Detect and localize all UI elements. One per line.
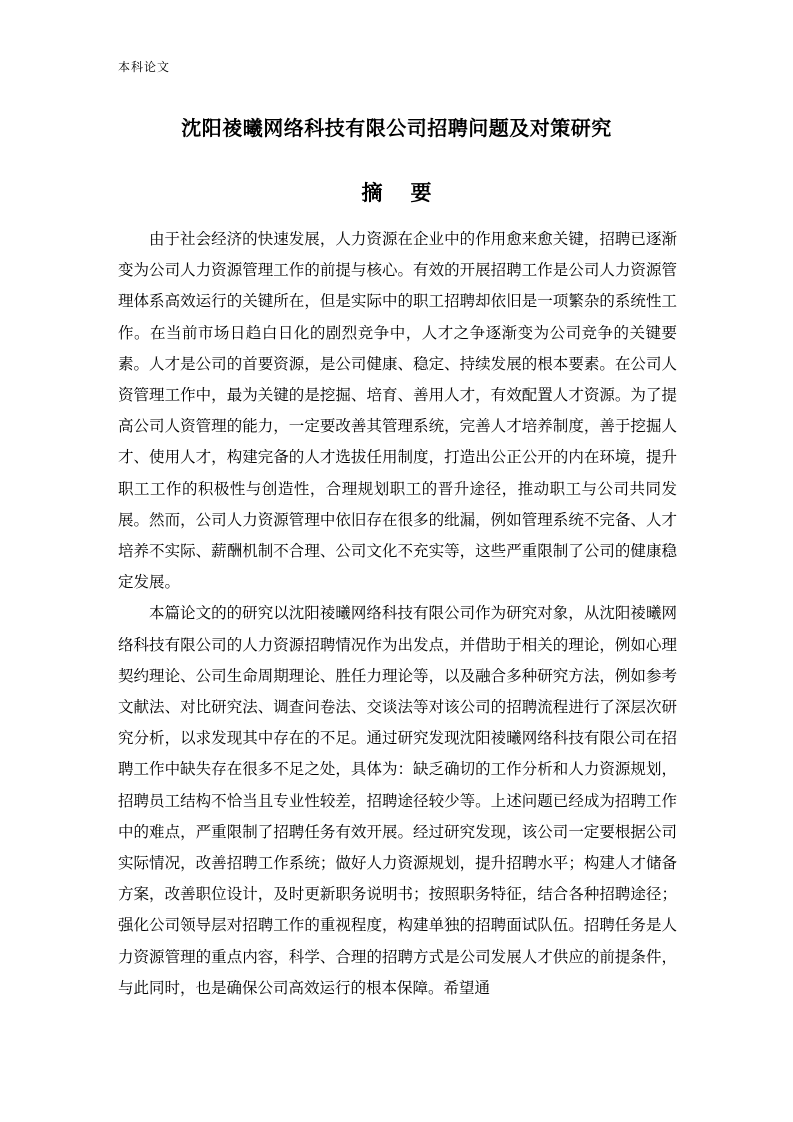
- paper-title: 沈阳祾曦网络科技有限公司招聘问题及对策研究: [181, 116, 612, 140]
- abstract-body: [118, 224, 677, 1004]
- page-header-label: 本科论文: [118, 60, 171, 74]
- abstract-paragraph: 由于社会经济的快速发展，人力资源在企业中的作用愈来愈关键，招聘已逐渐变为公司人力资源管理工作的前提与核心。有效的开展招聘工作是公司人力资源管理体系高效运行的关键所在，但是实际中的职工招聘却依旧是一项繁杂的系统性工作。在当前市场日趋白日化的剧烈竞争中，人才之争逐渐变为公司竞争的关键要素。人才是公司的首要资源，是公司健康、稳定、持续发展的根本要素。在公司人资管理工作中，最为关键的是挖掘、培育、善用人才，有效配置人才资源。为了提高公司人资管理的能力，一定要改善其管理系统，完善人才培养制度，善于挖掘人才、使用人才，构建完备的人才选拔任用制度，打造出公正公开的内在环境，提升职工工作的积极性与创造性，合理规划职工的晋升途径，推动职工与公司共同发展。然而，公司人力资源管理中依旧存在很多的纰漏，例如管理系统不完备、人才培养不实际、薪酬机制不合理、公司文化不充实等，这些严重限制了公司的健康稳定发展。: [118, 230, 677, 592]
- abstract-paragraph: 本篇论文的的研究以沈阳祾曦网络科技有限公司作为研究对象，从沈阳祾曦网络科技有限公司的人力资源招聘情况作为出发点，并借助于相关的理论，例如心理契约理论、公司生命周期理论、胜任力理论等，以及融合多种研究方法，例如参考文献法、对比研究法、调查问卷法、交谈法等对该公司的招聘流程进行了深层次研究分析，以求发现其中存在的不足。通过研究发现沈阳祾曦网络科技有限公司在招聘工作中缺失存在很多不足之处，具体为：缺乏确切的工作分析和人力资源规划，招聘员工结构不恰当且专业性较差，招聘途径较少等。上述问题已经成为招聘工作中的难点，严重限制了招聘任务有效开展。经过研究发现，该公司一定要根据公司实际情况，改善招聘工作系统；做好人力资源规划，提升招聘水平；构建人才储备方案，改善职位设计，及时更新职务说明书；按照职务特征，结合各种招聘途径；强化公司领导层对招聘工作的重视程度，构建单独的招聘面试队伍。招聘任务是人力资源管理的重点内容，科学、合理的招聘方式是公司发展人才供应的前提条件，与此同时，也是确保公司高效运行的根本保障。希望通: [118, 604, 677, 997]
- abstract-heading: 摘要: [361, 181, 460, 205]
